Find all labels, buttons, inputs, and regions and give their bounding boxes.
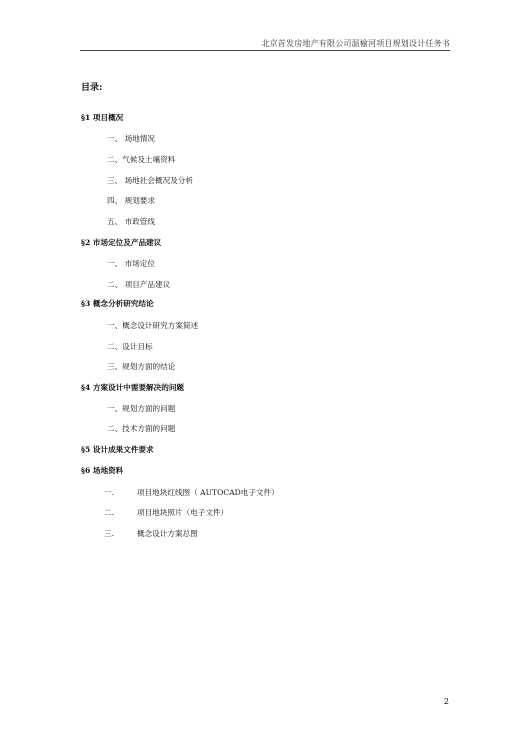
page-number: 2 [443, 697, 449, 706]
toc-item[interactable]: 二、气候及土壤资料 [107, 155, 176, 164]
toc-section[interactable]: §1 项目概况 [81, 113, 124, 122]
toc-title: 目录: [81, 83, 103, 93]
material-item[interactable] [104, 528, 198, 539]
toc-section[interactable]: §3 概念分析研究结论 [81, 299, 154, 308]
toc-item[interactable]: 四、 规划要求 [107, 196, 155, 205]
toc-item[interactable]: 三、规划方面的结论 [107, 362, 176, 371]
toc-item[interactable]: 三、 场地社会概况及分析 [107, 176, 193, 185]
material-number: 一. [104, 488, 115, 497]
toc-section[interactable]: §5 设计成果文件要求 [81, 445, 154, 454]
toc-section[interactable]: §6 场地资料 [81, 466, 124, 475]
header-rule [80, 50, 450, 51]
material-item[interactable] [104, 487, 279, 498]
material-text: 项目地块照片（电子文件） [137, 508, 229, 517]
material-number: 三. [104, 529, 115, 538]
toc-section[interactable]: §2 市场定位及产品建议 [81, 238, 162, 247]
toc-item[interactable]: 二、技术方面的问题 [107, 424, 176, 433]
running-header: 北京首发房地产有限公司温榆河项目规划设计任务书 [261, 39, 450, 48]
material-number: 二. [104, 508, 115, 517]
toc-item[interactable]: 二、 项目产品建议 [107, 280, 171, 289]
material-text: 项目地块红线图（ AUTOCAD电子文件） [137, 488, 279, 497]
material-item[interactable] [104, 507, 228, 518]
toc-item[interactable]: 一、概念设计研究方案简述 [107, 321, 199, 330]
toc-item[interactable]: 二、设计目标 [107, 342, 153, 351]
toc-item[interactable]: 一、 场地情况 [107, 134, 155, 143]
toc-section[interactable]: §4 方案设计中需要解决的问题 [81, 383, 185, 392]
toc-item[interactable]: 一、规划方面的问题 [107, 404, 176, 413]
toc-item[interactable]: 一、 市场定位 [107, 259, 155, 268]
toc-item[interactable]: 五、 市政管线 [107, 217, 155, 226]
material-text: 概念设计方案总图 [137, 529, 198, 538]
